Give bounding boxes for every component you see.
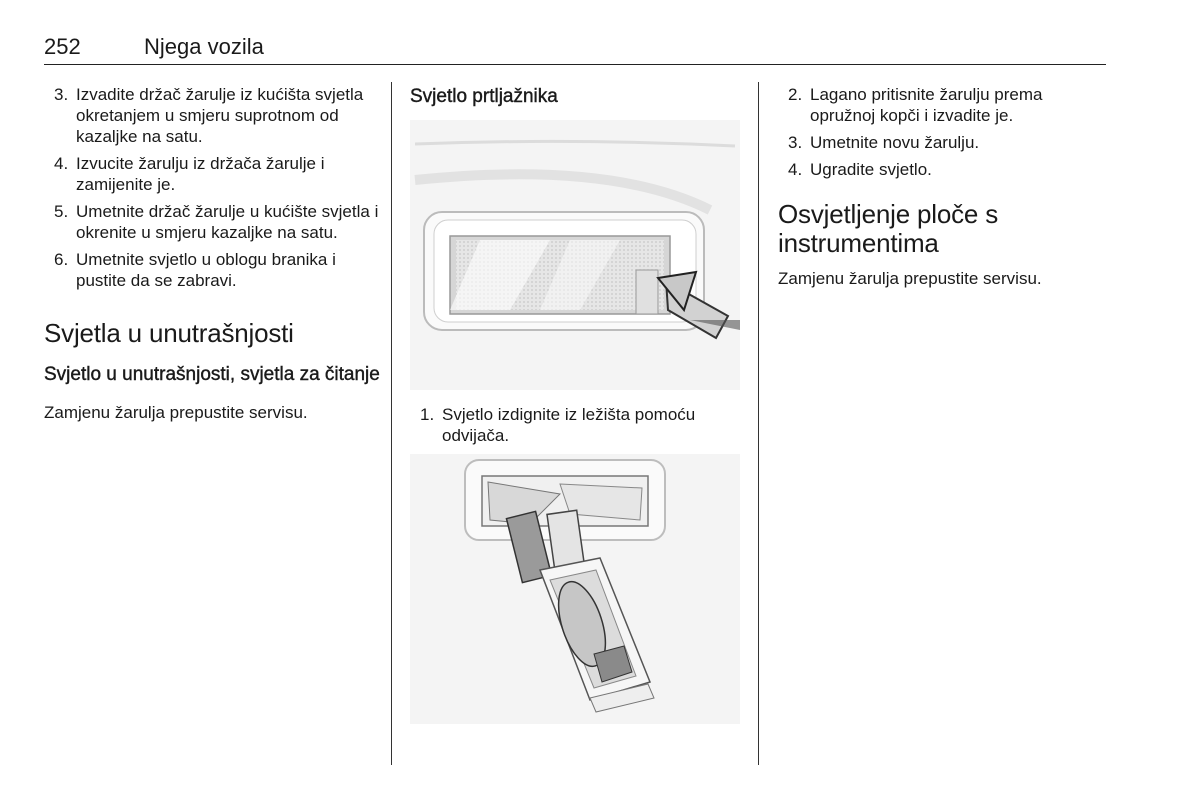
- step-item: 2. Lagano pritisnite žarulju prema opružnoj kopči i izvadite je.: [788, 85, 1043, 125]
- chapter-title: Njega vozila: [144, 34, 264, 59]
- column-divider: [758, 82, 759, 765]
- step-item: 1. Svjetlo izdignite iz ležišta pomoću odvijača.: [420, 405, 696, 445]
- column-middle: [410, 84, 742, 724]
- step-item: 4. Izvucite žarulju iz držača žarulje i zamijenite je.: [54, 154, 325, 194]
- step-item: 3. Izvadite držač žarulje iz kućišta svjetla okretanjem u smjeru suprotnom od kazaljke na satu.: [54, 85, 364, 146]
- column-right: [778, 84, 1108, 289]
- step-list: [410, 404, 742, 446]
- step-list: [778, 84, 1108, 180]
- column-divider: [391, 82, 392, 765]
- step-item: 3. Umetnite novu žarulju.: [788, 133, 980, 152]
- section-title: Svjetla u unutrašnjosti: [44, 318, 294, 348]
- page-header: [44, 34, 1106, 65]
- step-item: 6. Umetnite svjetlo u oblogu branika i pustite da se zabravi.: [54, 250, 336, 290]
- subsection-title: Svjetlo prtljažnika: [410, 86, 558, 107]
- paragraph: Zamjenu žarulja prepustite servisu.: [778, 269, 1042, 288]
- step-list: [44, 84, 384, 291]
- page-number: 252: [44, 34, 81, 59]
- step-item: 4. Ugradite svjetlo.: [788, 160, 932, 179]
- subsection-title: Svjetlo u unutrašnjosti, svjetla za čitanje: [44, 364, 380, 385]
- section-title: Osvjetljenje ploče s instrumentima: [778, 199, 998, 258]
- column-left: [44, 84, 384, 423]
- trunk-light-screwdriver-illustration-icon: [410, 120, 740, 390]
- paragraph: Zamjenu žarulja prepustite servisu.: [44, 403, 308, 422]
- trunk-light-bulb-illustration-icon: [410, 454, 740, 724]
- step-item: 5. Umetnite držač žarulje u kućište svjetla i okrenite u smjeru kazaljke na satu.: [54, 202, 379, 242]
